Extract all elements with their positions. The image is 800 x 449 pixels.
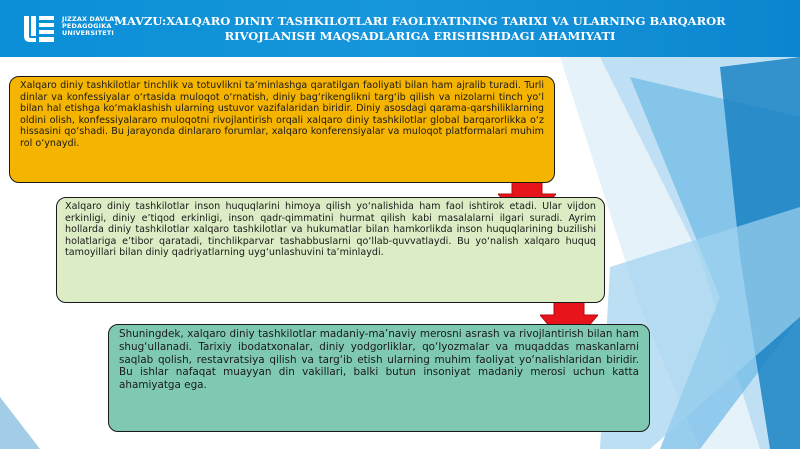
title-bar xyxy=(0,0,800,57)
university-name: JIZZAX DAVLAT PEDAGOGIKA UNIVERSITETI xyxy=(62,15,119,38)
text-block-human-rights: Xalqaro diniy tashkilotlar inson huquqlarini himoya qilish yo‘nalishida ham faol ishtirok etadi. Ular vijdon erkinligi, diniy e’tiqod erkinligi, inson qadr-qimmatini hurmat qilish kabi masalalarni ilgari suradi. Ayrim hollarda diniy tashkilotlar xalqaro tashkilotlar va hukumatlar bilan hamkorlikda inson huquqlarining buzilishi holatlariga e’tibor qaratadi, tinchlikparvar tashabbuslarni qo‘llab-quvvatlaydi. Bu yo‘nalish xalqaro huquq tamoyillari bilan diniy qadriyatlarning uyg‘unlashuvini ta’minlaydi. xyxy=(56,197,605,303)
university-logo-icon xyxy=(22,14,56,44)
text-block-heritage: Shuningdek, xalqaro diniy tashkilotlar madaniy-ma’naviy merosni asrash va rivojlantirish bilan ham shug‘ullanadi. Tarixiy ibodatxonalar, diniy yodgorliklar, qo‘lyozmalar va muqaddas maskanlarni saqlab qolish, restavratsiya qilish va targ‘ib etish ularning muhim faoliyat yo‘nalishlaridan biridir. Bu ishlar nafaqat muayyan din vakillari, balki butun insoniyat madaniy merosi uchun katta ahamiyatga ega. xyxy=(108,324,650,432)
text-block-peace: Xalqaro diniy tashkilotlar tinchlik va totuvlikni ta’minlashga qaratilgan faoliyati bilan ham ajralib turadi. Turli dinlar va konfessiyalar o‘rtasida muloqot o‘rnatish, diniy bag‘rikenglikni targ‘ib qilish va nizolarni tinch yo‘l bilan hal etishga ko‘maklashish ularning ustuvor vazifalaridan biridir. Diniy asosdagi qarama-qarshiliklarning oldini olish, konfessiyalararo muloqotni rivojlantirish orqali xalqaro diniy tashkilotlar global barqarorlikka o‘z hissasini qo‘shadi. Bu jarayonda dinlararo forumlar, xalqaro konferensiyalar va muloqot platformalari muhim rol o‘ynaydi. xyxy=(9,76,555,183)
slide-title: MAVZU:XALQARO DINIY TASHKILOTLARI FAOLIYATINING TARIXI VA ULARNING BARQAROR RIVOJLANISH MAQSADLARIGA ERISHISHDAGI AHAMIYATI xyxy=(114,14,726,43)
